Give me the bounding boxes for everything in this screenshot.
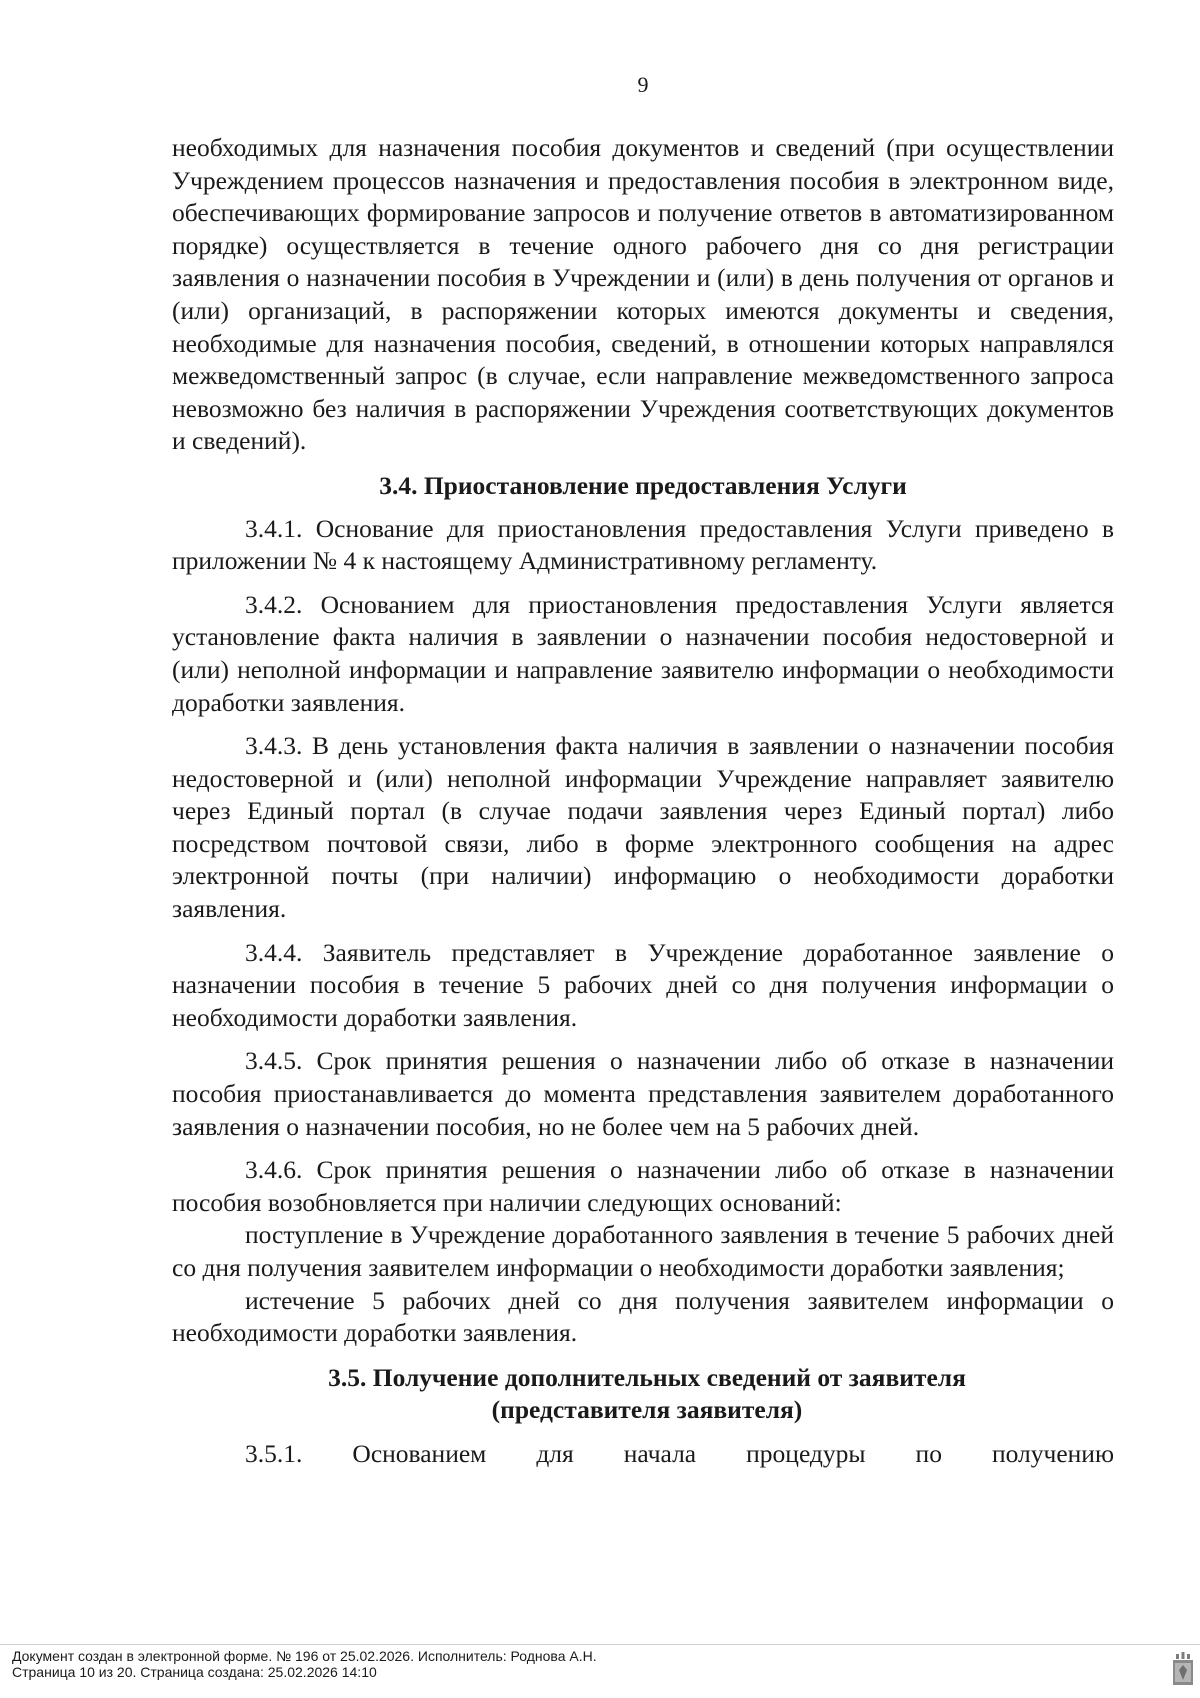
document-body xyxy=(172,132,1114,1471)
coat-of-arms-icon xyxy=(1172,1652,1194,1686)
section-heading-3-5-line-2: (представителя заявителя) xyxy=(491,1395,803,1425)
paragraph-3-4-6: 3.4.6. Срок принятия решения о назначении либо об отказе в назначении пособия возобновляется при наличии следующих оснований: xyxy=(172,1155,1114,1217)
footer-divider xyxy=(0,1644,1200,1645)
paragraph-3-5-1: 3.5.1. Основанием для начала процедуры по получению xyxy=(245,1438,1114,1468)
paragraph-3-4-2: 3.4.2. Основанием для приостановления предоставления Услуги является установление факта наличия в заявлении о назначении пособия недостоверной и (или) неполной информации и направление заявителю информации о необходимости доработки заявления. xyxy=(172,589,1114,717)
paragraph-3-4-6-item-1: поступление в Учреждение доработанного заявления в течение 5 рабочих дней со дня получения заявителем информации о необходимости доработки заявления; xyxy=(172,1220,1114,1282)
paragraph-3-4-4: 3.4.4. Заявитель представляет в Учреждение доработанное заявление о назначении пособия в течение 5 рабочих дней со дня получения информации о необходимости доработки заявления. xyxy=(172,937,1114,1032)
paragraph-3-4-3: 3.4.3. В день установления факта наличия в заявлении о назначении пособия недостоверной и (или) неполной информации Учреждение направляет заявителю через Единый портал (в случае подачи заявления через Единый портал) либо посредством почтовой связи, либо в форме электронного сообщения на адрес электронной почты (при наличии) информацию о необходимости доработки заявления. xyxy=(172,731,1114,924)
paragraph-3-4-5: 3.4.5. Срок принятия решения о назначении либо об отказе в назначении пособия приостанавливается до момента представления заявителем доработанного заявления о назначении пособия, но не более чем на 5 рабочих дней. xyxy=(172,1046,1114,1141)
paragraph-3-4-6-item-2: истечение 5 рабочих дней со дня получения заявителем информации о необходимости доработки заявления. xyxy=(172,1285,1114,1348)
section-heading-3-5 xyxy=(172,1362,1114,1427)
section-heading-3-4: 3.4. Приостановление предоставления Услуги xyxy=(379,470,907,500)
paragraph-3-4-1: 3.4.1. Основание для приостановления предоставления Услуги приведено в приложении № 4 к настоящему Административному регламенту. xyxy=(172,513,1114,576)
page-number: 9 xyxy=(637,72,649,97)
footer-line-2: Страница 10 из 20. Страница создана: 25.02.2026 14:10 xyxy=(12,1664,377,1680)
document-footer xyxy=(12,1648,597,1680)
section-heading-3-5-line-1: 3.5. Получение дополнительных сведений от заявителя xyxy=(328,1362,966,1392)
footer-line-1: Документ создан в электронной форме. № 196 от 25.02.2026. Исполнитель: Роднова А.Н. xyxy=(12,1648,597,1664)
paragraph-continuation: необходимых для назначения пособия документов и сведений (при осуществлении Учреждением процессов назначения и предоставления пособия в электронном виде, обеспечивающих формирование запросов и получение ответов в автоматизированном порядке) осуществляется в течение одного рабочего дня со дня регистрации заявления о назначении пособия в Учреждении и (или) в день получения от органов и (или) организаций, в распоряжении которых имеются документы и сведения, необходимые для назначения пособия, сведений, в отношении которых направлялся межведомственный запрос (в случае, если направление межведомственного запроса невозможно без наличия в распоряжении Учреждения соответствующих документов и сведений). xyxy=(172,133,1114,456)
